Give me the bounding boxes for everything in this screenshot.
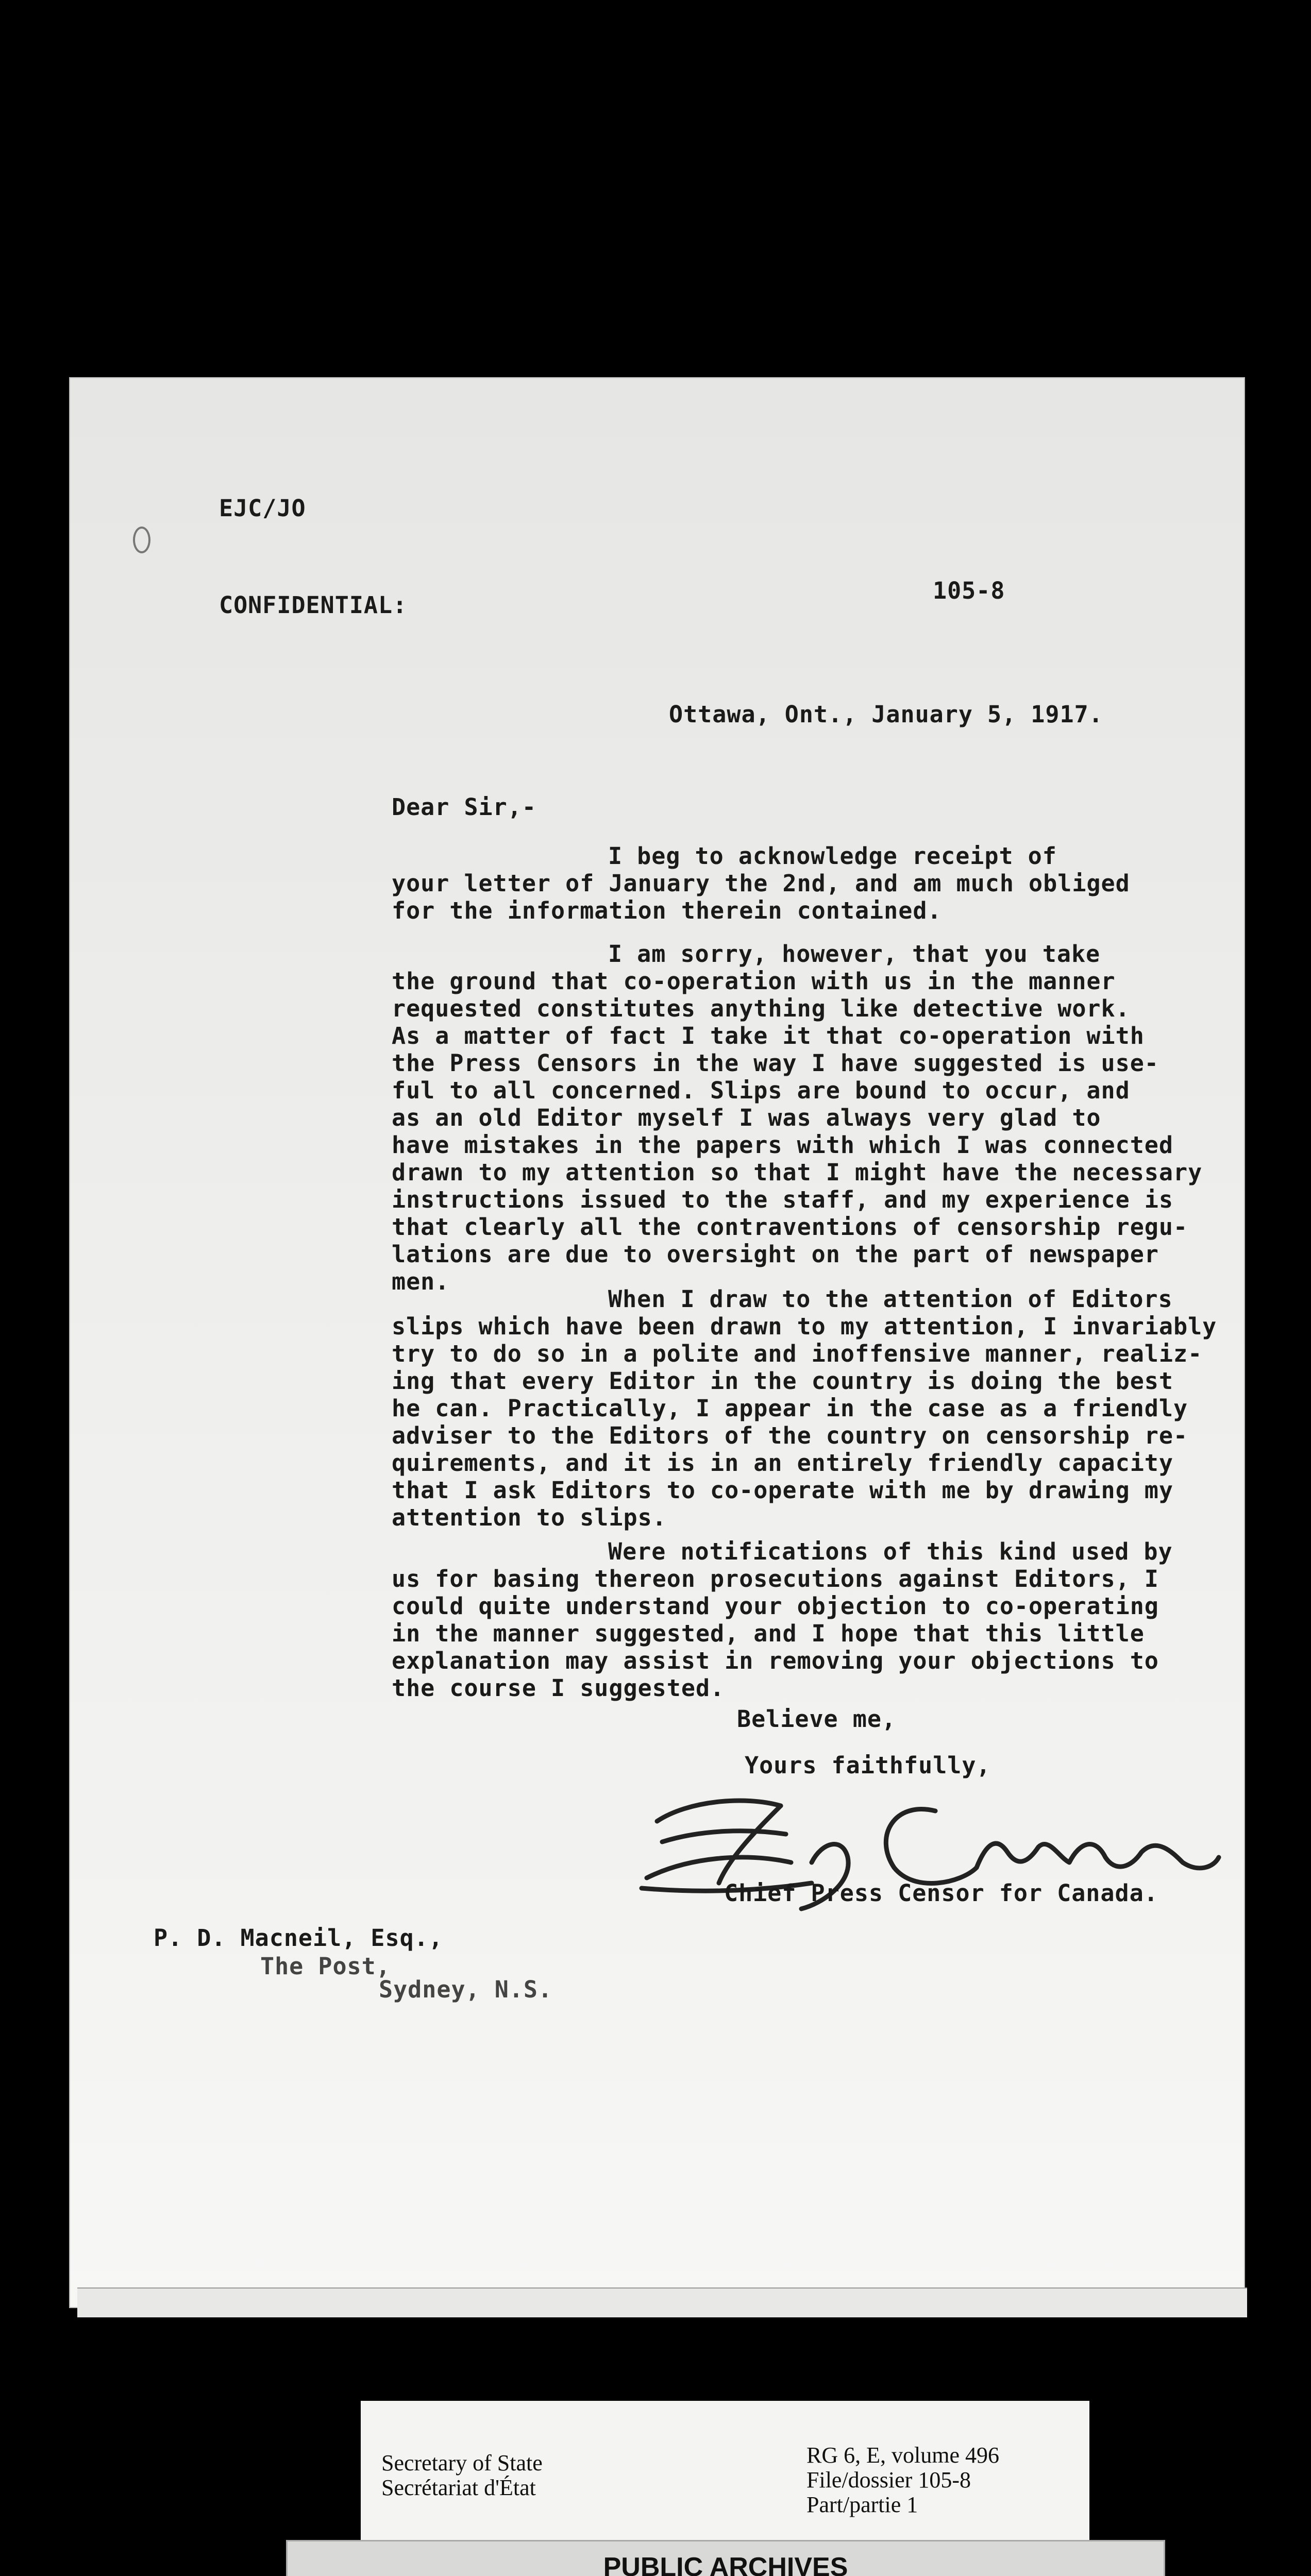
paragraph-line: the Press Censors in the way I have suggested is use-: [392, 1049, 1159, 1077]
part-partie: Part/partie 1: [806, 2492, 918, 2517]
paragraph-line: attention to slips.: [392, 1504, 667, 1531]
archive-reference-label: [361, 2401, 1089, 2550]
paragraph-line: for the information therein contained.: [392, 897, 942, 924]
paragraph-line: ful to all concerned. Slips are bound to occur, and: [392, 1077, 1130, 1104]
paragraph-line: in the manner suggested, and I hope that this little: [392, 1620, 1145, 1647]
paragraph-line: could quite understand your objection to co-operating: [392, 1592, 1159, 1620]
paragraph-2: [392, 940, 1202, 1295]
paragraph-4: [392, 1538, 1173, 1702]
paragraph-line: that I ask Editors to co-operate with me by drawing my: [392, 1477, 1173, 1504]
paragraph-line: us for basing thereon prosecutions against Editors, I: [392, 1565, 1159, 1592]
file-dossier: File/dossier 105-8: [806, 2467, 971, 2493]
closing-yours-faithfully: Yours faithfully,: [745, 1752, 991, 1779]
archives-line-english: PUBLIC ARCHIVES: [603, 2552, 848, 2576]
paragraph-line: your letter of January the 2nd, and am much obliged: [392, 870, 1130, 897]
addressee-name: P. D. Macneil, Esq.,: [154, 1924, 443, 1952]
paragraph-1: [392, 842, 1130, 924]
closing-believe-me: Believe me,: [737, 1705, 897, 1733]
place-date: Ottawa, Ont., January 5, 1917.: [669, 701, 1103, 728]
paragraph-line: he can. Practically, I appear in the case as a friendly: [392, 1395, 1188, 1422]
paragraph-line: When I draw to the attention of Editors: [608, 1285, 1173, 1313]
department-english: Secretary of State: [381, 2450, 543, 2476]
paragraph-line: the course I suggested.: [392, 1674, 725, 1702]
punch-hole-mark: [133, 527, 150, 553]
paragraph-line: ing that every Editor in the country is doing the best: [392, 1367, 1173, 1395]
paragraph-line: lations are due to oversight on the part of newspaper: [392, 1241, 1159, 1268]
paragraph-line: try to do so in a polite and inoffensive manner, realiz-: [392, 1340, 1203, 1367]
paragraph-line: As a matter of fact I take it that co-operation with: [392, 1022, 1145, 1049]
salutation: Dear Sir,-: [392, 793, 536, 821]
paragraph-line: Were notifications of this kind used by: [608, 1538, 1173, 1565]
paragraph-line: slips which have been drawn to my attention, I invariably: [392, 1313, 1217, 1340]
paragraph-line: requested constitutes anything like detective work.: [392, 995, 1130, 1022]
department-french: Secrétariat d'État: [381, 2475, 536, 2500]
paragraph-line: have mistakes in the papers with which I was connected: [392, 1131, 1173, 1159]
signature-title: Chief Press Censor for Canada.: [724, 1879, 1158, 1907]
addressee-organization: The Post,: [260, 1953, 391, 1980]
archives-stamp: [286, 2540, 1165, 2576]
paragraph-line: I beg to acknowledge receipt of: [608, 842, 1057, 870]
addressee-location: Sydney, N.S.: [379, 1976, 553, 2003]
paragraph-line: men.: [392, 1268, 450, 1295]
file-number: 105-8: [933, 577, 1005, 604]
confidential-heading: CONFIDENTIAL:: [219, 591, 408, 619]
paragraph-3: [392, 1285, 1217, 1531]
record-group-volume: RG 6, E, volume 496: [806, 2443, 999, 2468]
reference-initials: EJC/JO: [219, 495, 306, 522]
paragraph-line: drawn to my attention so that I might have the necessary: [392, 1159, 1203, 1186]
paragraph-line: as an old Editor myself I was always very glad to: [392, 1104, 1101, 1131]
paragraph-line: I am sorry, however, that you take: [608, 940, 1101, 968]
paragraph-line: that clearly all the contraventions of censorship regu-: [392, 1213, 1188, 1241]
paragraph-line: quirements, and it is in an entirely friendly capacity: [392, 1449, 1173, 1477]
paragraph-line: explanation may assist in removing your objections to: [392, 1647, 1159, 1674]
page-bottom-edge: [77, 2287, 1247, 2317]
paragraph-line: instructions issued to the staff, and my experience is: [392, 1186, 1173, 1213]
paragraph-line: adviser to the Editors of the country on censorship re-: [392, 1422, 1188, 1449]
paragraph-line: the ground that co-operation with us in the manner: [392, 968, 1116, 995]
